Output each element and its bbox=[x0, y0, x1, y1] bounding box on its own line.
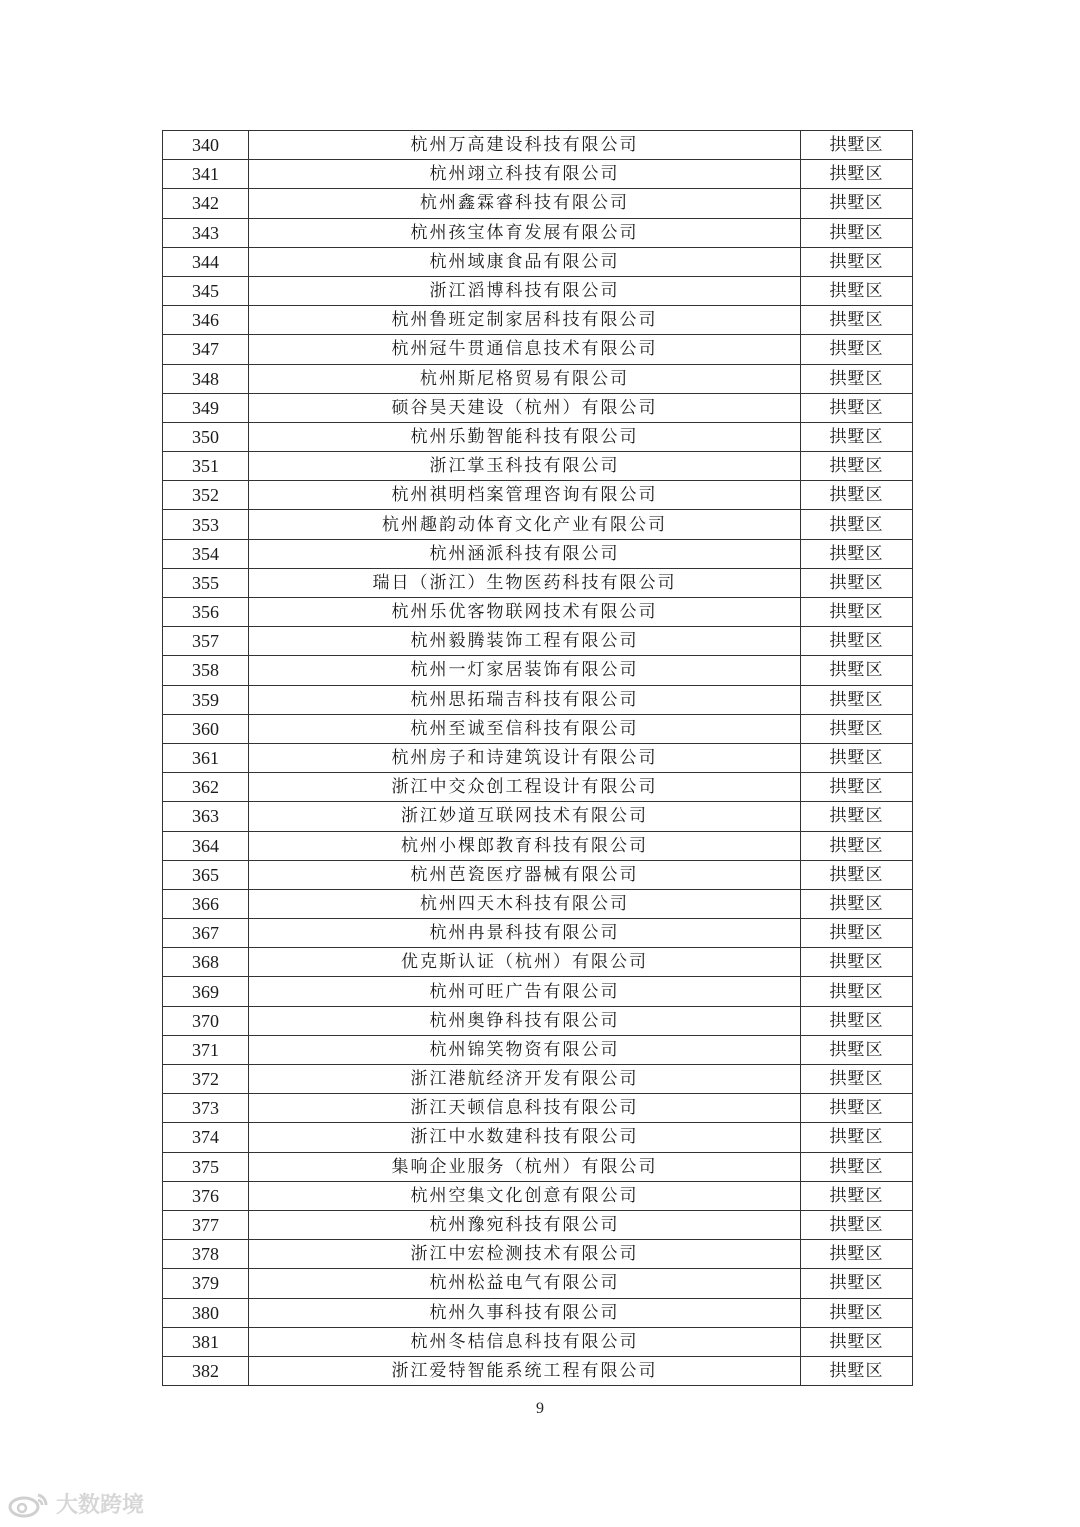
table-row bbox=[163, 1327, 913, 1356]
company-name: 杭州房子和诗建筑设计有限公司 bbox=[249, 743, 801, 772]
company-name: 杭州冬桔信息科技有限公司 bbox=[249, 1327, 801, 1356]
district-name: 拱墅区 bbox=[801, 743, 913, 772]
row-number: 365 bbox=[163, 860, 249, 889]
row-number: 341 bbox=[163, 160, 249, 189]
district-name: 拱墅区 bbox=[801, 1123, 913, 1152]
company-name: 优克斯认证（杭州）有限公司 bbox=[249, 948, 801, 977]
company-name: 杭州空集文化创意有限公司 bbox=[249, 1181, 801, 1210]
table-row bbox=[163, 160, 913, 189]
company-name: 杭州四天木科技有限公司 bbox=[249, 889, 801, 918]
row-number: 368 bbox=[163, 948, 249, 977]
row-number: 345 bbox=[163, 276, 249, 305]
company-name: 浙江爱特智能系统工程有限公司 bbox=[249, 1356, 801, 1385]
district-name: 拱墅区 bbox=[801, 1356, 913, 1385]
row-number: 377 bbox=[163, 1210, 249, 1239]
table-row bbox=[163, 1065, 913, 1094]
row-number: 349 bbox=[163, 393, 249, 422]
row-number: 382 bbox=[163, 1356, 249, 1385]
row-number: 369 bbox=[163, 977, 249, 1006]
row-number: 346 bbox=[163, 306, 249, 335]
row-number: 374 bbox=[163, 1123, 249, 1152]
table-row bbox=[163, 598, 913, 627]
page-number: 9 bbox=[536, 1400, 544, 1417]
table-row bbox=[163, 1035, 913, 1064]
company-name: 浙江滔博科技有限公司 bbox=[249, 276, 801, 305]
table-row bbox=[163, 977, 913, 1006]
company-name: 浙江港航经济开发有限公司 bbox=[249, 1065, 801, 1094]
district-name: 拱墅区 bbox=[801, 364, 913, 393]
row-number: 379 bbox=[163, 1269, 249, 1298]
row-number: 344 bbox=[163, 247, 249, 276]
district-name: 拱墅区 bbox=[801, 276, 913, 305]
table-row bbox=[163, 948, 913, 977]
company-name: 杭州芭瓷医疗器械有限公司 bbox=[249, 860, 801, 889]
district-name: 拱墅区 bbox=[801, 1035, 913, 1064]
row-number: 367 bbox=[163, 919, 249, 948]
district-name: 拱墅区 bbox=[801, 335, 913, 364]
table-row bbox=[163, 1298, 913, 1327]
table-row bbox=[163, 510, 913, 539]
table-row bbox=[163, 802, 913, 831]
row-number: 355 bbox=[163, 568, 249, 597]
row-number: 352 bbox=[163, 481, 249, 510]
row-number: 354 bbox=[163, 539, 249, 568]
row-number: 348 bbox=[163, 364, 249, 393]
district-name: 拱墅区 bbox=[801, 627, 913, 656]
company-name: 杭州一灯家居装饰有限公司 bbox=[249, 656, 801, 685]
company-name: 杭州小棵郎教育科技有限公司 bbox=[249, 831, 801, 860]
district-name: 拱墅区 bbox=[801, 539, 913, 568]
table-row bbox=[163, 276, 913, 305]
row-number: 353 bbox=[163, 510, 249, 539]
company-name: 浙江天顿信息科技有限公司 bbox=[249, 1094, 801, 1123]
district-name: 拱墅区 bbox=[801, 831, 913, 860]
company-name: 杭州万高建设科技有限公司 bbox=[249, 131, 801, 160]
district-name: 拱墅区 bbox=[801, 422, 913, 451]
table-row bbox=[163, 218, 913, 247]
district-name: 拱墅区 bbox=[801, 131, 913, 160]
table-row bbox=[163, 1210, 913, 1239]
company-name: 浙江妙道互联网技术有限公司 bbox=[249, 802, 801, 831]
district-name: 拱墅区 bbox=[801, 1269, 913, 1298]
table-row bbox=[163, 1094, 913, 1123]
row-number: 371 bbox=[163, 1035, 249, 1064]
table-row bbox=[163, 481, 913, 510]
company-list-table-container bbox=[162, 130, 912, 1386]
district-name: 拱墅区 bbox=[801, 481, 913, 510]
company-name: 杭州奥铮科技有限公司 bbox=[249, 1006, 801, 1035]
company-name: 集响企业服务（杭州）有限公司 bbox=[249, 1152, 801, 1181]
company-name: 杭州至诚至信科技有限公司 bbox=[249, 714, 801, 743]
table-row bbox=[163, 1152, 913, 1181]
district-name: 拱墅区 bbox=[801, 948, 913, 977]
table-row bbox=[163, 189, 913, 218]
table-row bbox=[163, 131, 913, 160]
district-name: 拱墅区 bbox=[801, 685, 913, 714]
table-row bbox=[163, 335, 913, 364]
watermark-text: 大数跨境 bbox=[56, 1493, 145, 1518]
row-number: 381 bbox=[163, 1327, 249, 1356]
district-name: 拱墅区 bbox=[801, 1094, 913, 1123]
row-number: 358 bbox=[163, 656, 249, 685]
weibo-logo-icon bbox=[8, 1489, 52, 1519]
company-name: 杭州可旺广告有限公司 bbox=[249, 977, 801, 1006]
row-number: 361 bbox=[163, 743, 249, 772]
district-name: 拱墅区 bbox=[801, 919, 913, 948]
table-row bbox=[163, 656, 913, 685]
company-name: 杭州冠牛贯通信息技术有限公司 bbox=[249, 335, 801, 364]
company-name: 杭州斯尼格贸易有限公司 bbox=[249, 364, 801, 393]
district-name: 拱墅区 bbox=[801, 510, 913, 539]
district-name: 拱墅区 bbox=[801, 160, 913, 189]
district-name: 拱墅区 bbox=[801, 889, 913, 918]
company-name: 杭州冉景科技有限公司 bbox=[249, 919, 801, 948]
district-name: 拱墅区 bbox=[801, 860, 913, 889]
table-row bbox=[163, 773, 913, 802]
table-row bbox=[163, 539, 913, 568]
district-name: 拱墅区 bbox=[801, 1240, 913, 1269]
table-row bbox=[163, 889, 913, 918]
row-number: 373 bbox=[163, 1094, 249, 1123]
company-name: 浙江掌玉科技有限公司 bbox=[249, 452, 801, 481]
row-number: 359 bbox=[163, 685, 249, 714]
table-body bbox=[163, 131, 913, 1386]
row-number: 357 bbox=[163, 627, 249, 656]
company-name: 杭州鑫霖睿科技有限公司 bbox=[249, 189, 801, 218]
district-name: 拱墅区 bbox=[801, 977, 913, 1006]
table-row bbox=[163, 452, 913, 481]
district-name: 拱墅区 bbox=[801, 393, 913, 422]
district-name: 拱墅区 bbox=[801, 598, 913, 627]
company-name: 杭州思拓瑞吉科技有限公司 bbox=[249, 685, 801, 714]
company-name: 瑞日（浙江）生物医药科技有限公司 bbox=[249, 568, 801, 597]
table-row bbox=[163, 1006, 913, 1035]
table-row bbox=[163, 1123, 913, 1152]
company-name: 杭州祺明档案管理咨询有限公司 bbox=[249, 481, 801, 510]
district-name: 拱墅区 bbox=[801, 1210, 913, 1239]
row-number: 360 bbox=[163, 714, 249, 743]
company-name: 杭州域康食品有限公司 bbox=[249, 247, 801, 276]
district-name: 拱墅区 bbox=[801, 306, 913, 335]
company-name: 杭州趣韵动体育文化产业有限公司 bbox=[249, 510, 801, 539]
table-row bbox=[163, 1356, 913, 1385]
company-name: 浙江中交众创工程设计有限公司 bbox=[249, 773, 801, 802]
table-row bbox=[163, 247, 913, 276]
district-name: 拱墅区 bbox=[801, 568, 913, 597]
company-name: 杭州乐勤智能科技有限公司 bbox=[249, 422, 801, 451]
district-name: 拱墅区 bbox=[801, 714, 913, 743]
table-row bbox=[163, 919, 913, 948]
table-row bbox=[163, 743, 913, 772]
company-name: 杭州鲁班定制家居科技有限公司 bbox=[249, 306, 801, 335]
row-number: 380 bbox=[163, 1298, 249, 1327]
row-number: 372 bbox=[163, 1065, 249, 1094]
district-name: 拱墅区 bbox=[801, 1006, 913, 1035]
company-name: 硕谷昊天建设（杭州）有限公司 bbox=[249, 393, 801, 422]
district-name: 拱墅区 bbox=[801, 1152, 913, 1181]
table-row bbox=[163, 627, 913, 656]
district-name: 拱墅区 bbox=[801, 247, 913, 276]
district-name: 拱墅区 bbox=[801, 218, 913, 247]
table-row bbox=[163, 714, 913, 743]
table-row bbox=[163, 568, 913, 597]
company-name: 浙江中水数建科技有限公司 bbox=[249, 1123, 801, 1152]
district-name: 拱墅区 bbox=[801, 1065, 913, 1094]
row-number: 343 bbox=[163, 218, 249, 247]
company-name: 杭州锦笑物资有限公司 bbox=[249, 1035, 801, 1064]
watermark bbox=[8, 1488, 144, 1519]
table-row bbox=[163, 860, 913, 889]
company-name: 杭州孩宝体育发展有限公司 bbox=[249, 218, 801, 247]
table-row bbox=[163, 393, 913, 422]
table-row bbox=[163, 422, 913, 451]
company-name: 杭州涵派科技有限公司 bbox=[249, 539, 801, 568]
table-row bbox=[163, 364, 913, 393]
company-name: 杭州豫宛科技有限公司 bbox=[249, 1210, 801, 1239]
row-number: 363 bbox=[163, 802, 249, 831]
company-name: 杭州翊立科技有限公司 bbox=[249, 160, 801, 189]
row-number: 340 bbox=[163, 131, 249, 160]
company-name: 杭州乐优客物联网技术有限公司 bbox=[249, 598, 801, 627]
row-number: 370 bbox=[163, 1006, 249, 1035]
row-number: 362 bbox=[163, 773, 249, 802]
row-number: 364 bbox=[163, 831, 249, 860]
district-name: 拱墅区 bbox=[801, 802, 913, 831]
table-row bbox=[163, 831, 913, 860]
company-name: 杭州毅腾装饰工程有限公司 bbox=[249, 627, 801, 656]
company-list-table bbox=[162, 130, 913, 1386]
district-name: 拱墅区 bbox=[801, 656, 913, 685]
district-name: 拱墅区 bbox=[801, 452, 913, 481]
table-row bbox=[163, 1181, 913, 1210]
district-name: 拱墅区 bbox=[801, 1298, 913, 1327]
district-name: 拱墅区 bbox=[801, 189, 913, 218]
district-name: 拱墅区 bbox=[801, 1181, 913, 1210]
row-number: 366 bbox=[163, 889, 249, 918]
row-number: 342 bbox=[163, 189, 249, 218]
district-name: 拱墅区 bbox=[801, 773, 913, 802]
row-number: 376 bbox=[163, 1181, 249, 1210]
row-number: 375 bbox=[163, 1152, 249, 1181]
row-number: 347 bbox=[163, 335, 249, 364]
table-row bbox=[163, 685, 913, 714]
table-row bbox=[163, 306, 913, 335]
district-name: 拱墅区 bbox=[801, 1327, 913, 1356]
row-number: 351 bbox=[163, 452, 249, 481]
company-name: 浙江中宏检测技术有限公司 bbox=[249, 1240, 801, 1269]
table-row bbox=[163, 1240, 913, 1269]
company-name: 杭州久事科技有限公司 bbox=[249, 1298, 801, 1327]
table-row bbox=[163, 1269, 913, 1298]
row-number: 356 bbox=[163, 598, 249, 627]
company-name: 杭州松益电气有限公司 bbox=[249, 1269, 801, 1298]
row-number: 378 bbox=[163, 1240, 249, 1269]
row-number: 350 bbox=[163, 422, 249, 451]
